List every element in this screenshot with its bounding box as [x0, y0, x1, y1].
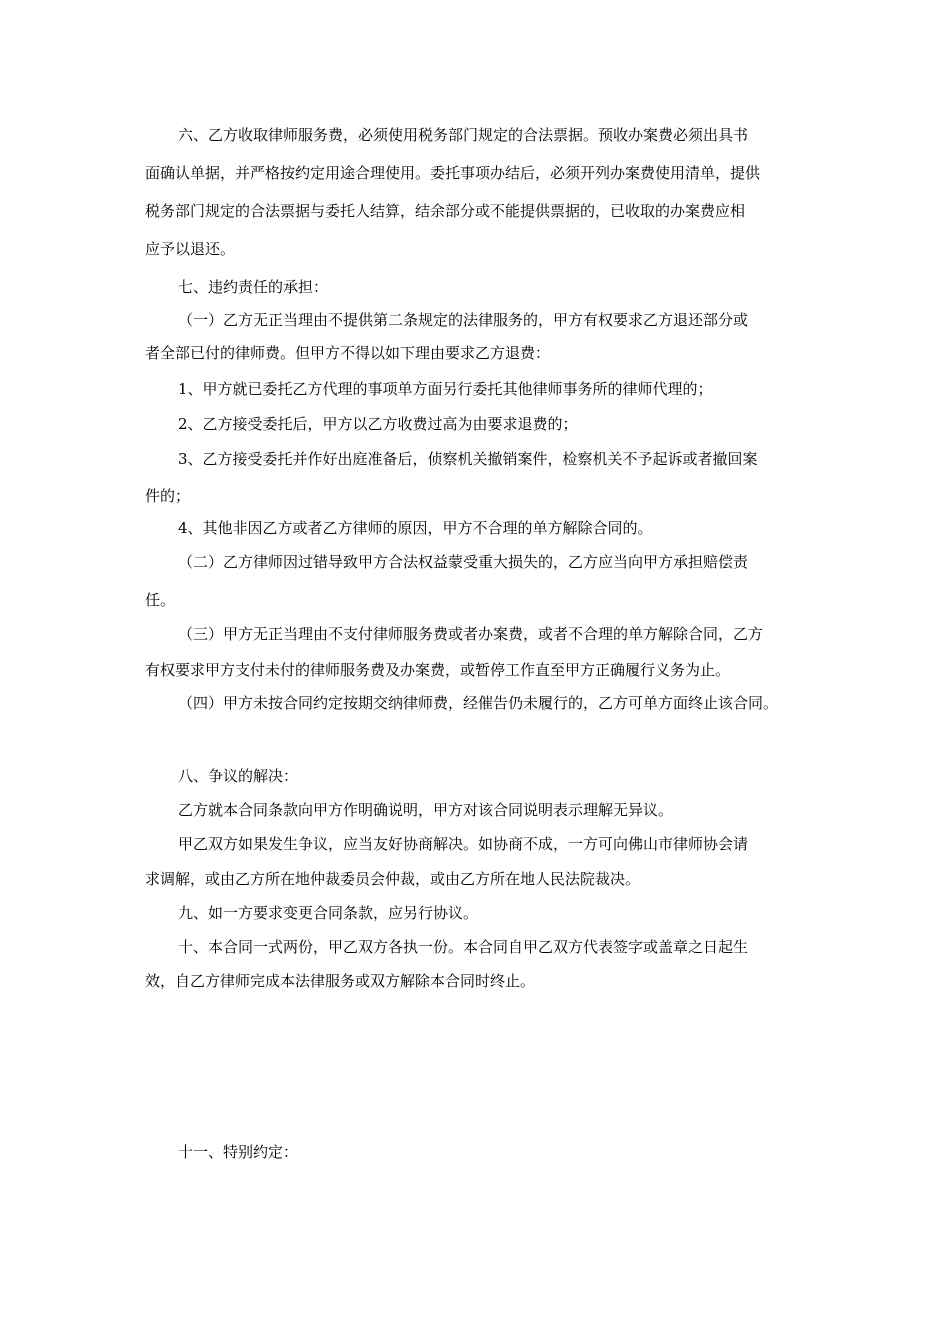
section-8-para-2-line-1: 甲乙双方如果发生争议，应当友好协商解决。如协商不成，一方可向佛山市律师协会请	[178, 835, 749, 853]
clause-7-2-line-1: （二）乙方律师因过错导致甲方合法权益蒙受重大损失的，乙方应当向甲方承担赔偿责	[178, 553, 749, 571]
section-10-line-2: 效，自乙方律师完成本法律服务或双方解除本合同时终止。	[145, 972, 536, 990]
section-9: 九、如一方要求变更合同条款，应另行协议。	[178, 904, 479, 922]
clause-7-1-item-4: 4、其他非因乙方或者乙方律师的原因，甲方不合理的单方解除合同的。	[178, 519, 653, 537]
clause-7-1-item-3-line-1: 3、乙方接受委托并作好出庭准备后，侦察机关撤销案件，检察机关不予起诉或者撤回案	[178, 450, 758, 468]
section-10-line-1: 十、本合同一式两份，甲乙双方各执一份。本合同自甲乙双方代表签字或盖章之日起生	[178, 938, 749, 956]
section-8-heading: 八、争议的解决：	[178, 767, 299, 785]
clause-7-1-line-2: 者全部已付的律师费。但甲方不得以如下理由要求乙方退费：	[145, 344, 551, 362]
para-6-line-2: 面确认单据，并严格按约定用途合理使用。委托事项办结后，必须开列办案费使用清单，提供	[145, 164, 761, 182]
section-11-heading: 十一、特别约定：	[178, 1143, 299, 1161]
section-8-para-1: 乙方就本合同条款向甲方作明确说明，甲方对该合同说明表示理解无异议。	[178, 801, 674, 819]
clause-7-2-line-2: 任。	[145, 591, 176, 609]
clause-7-1-item-3-line-2: 件的；	[145, 487, 191, 505]
clause-7-3-line-1: （三）甲方无正当理由不支付律师服务费或者办案费，或者不合理的单方解除合同，乙方	[178, 625, 764, 643]
clause-7-4: （四）甲方未按合同约定按期交纳律师费，经催告仍未履行的，乙方可单方面终止该合同。	[178, 694, 779, 712]
section-7-heading: 七、违约责任的承担：	[178, 278, 329, 296]
para-6-line-3: 税务部门规定的合法票据与委托人结算，结余部分或不能提供票据的，已收取的办案费应相	[145, 202, 746, 220]
clause-7-3-line-2: 有权要求甲方支付未付的律师服务费及办案费，或暂停工作直至甲方正确履行义务为止。	[145, 661, 731, 679]
clause-7-1-line-1: （一）乙方无正当理由不提供第二条规定的法律服务的，甲方有权要求乙方退还部分或	[178, 311, 749, 329]
clause-7-1-item-2: 2、乙方接受委托后，甲方以乙方收费过高为由要求退费的；	[178, 415, 578, 433]
para-6-line-1: 六、乙方收取律师服务费，必须使用税务部门规定的合法票据。预收办案费必须出具书	[178, 126, 749, 144]
clause-7-1-item-1: 1、甲方就已委托乙方代理的事项单方面另行委托其他律师事务所的律师代理的；	[178, 380, 713, 398]
para-6-line-4: 应予以退还。	[145, 240, 236, 258]
section-8-para-2-line-2: 求调解，或由乙方所在地仲裁委员会仲裁，或由乙方所在地人民法院裁决。	[145, 870, 641, 888]
